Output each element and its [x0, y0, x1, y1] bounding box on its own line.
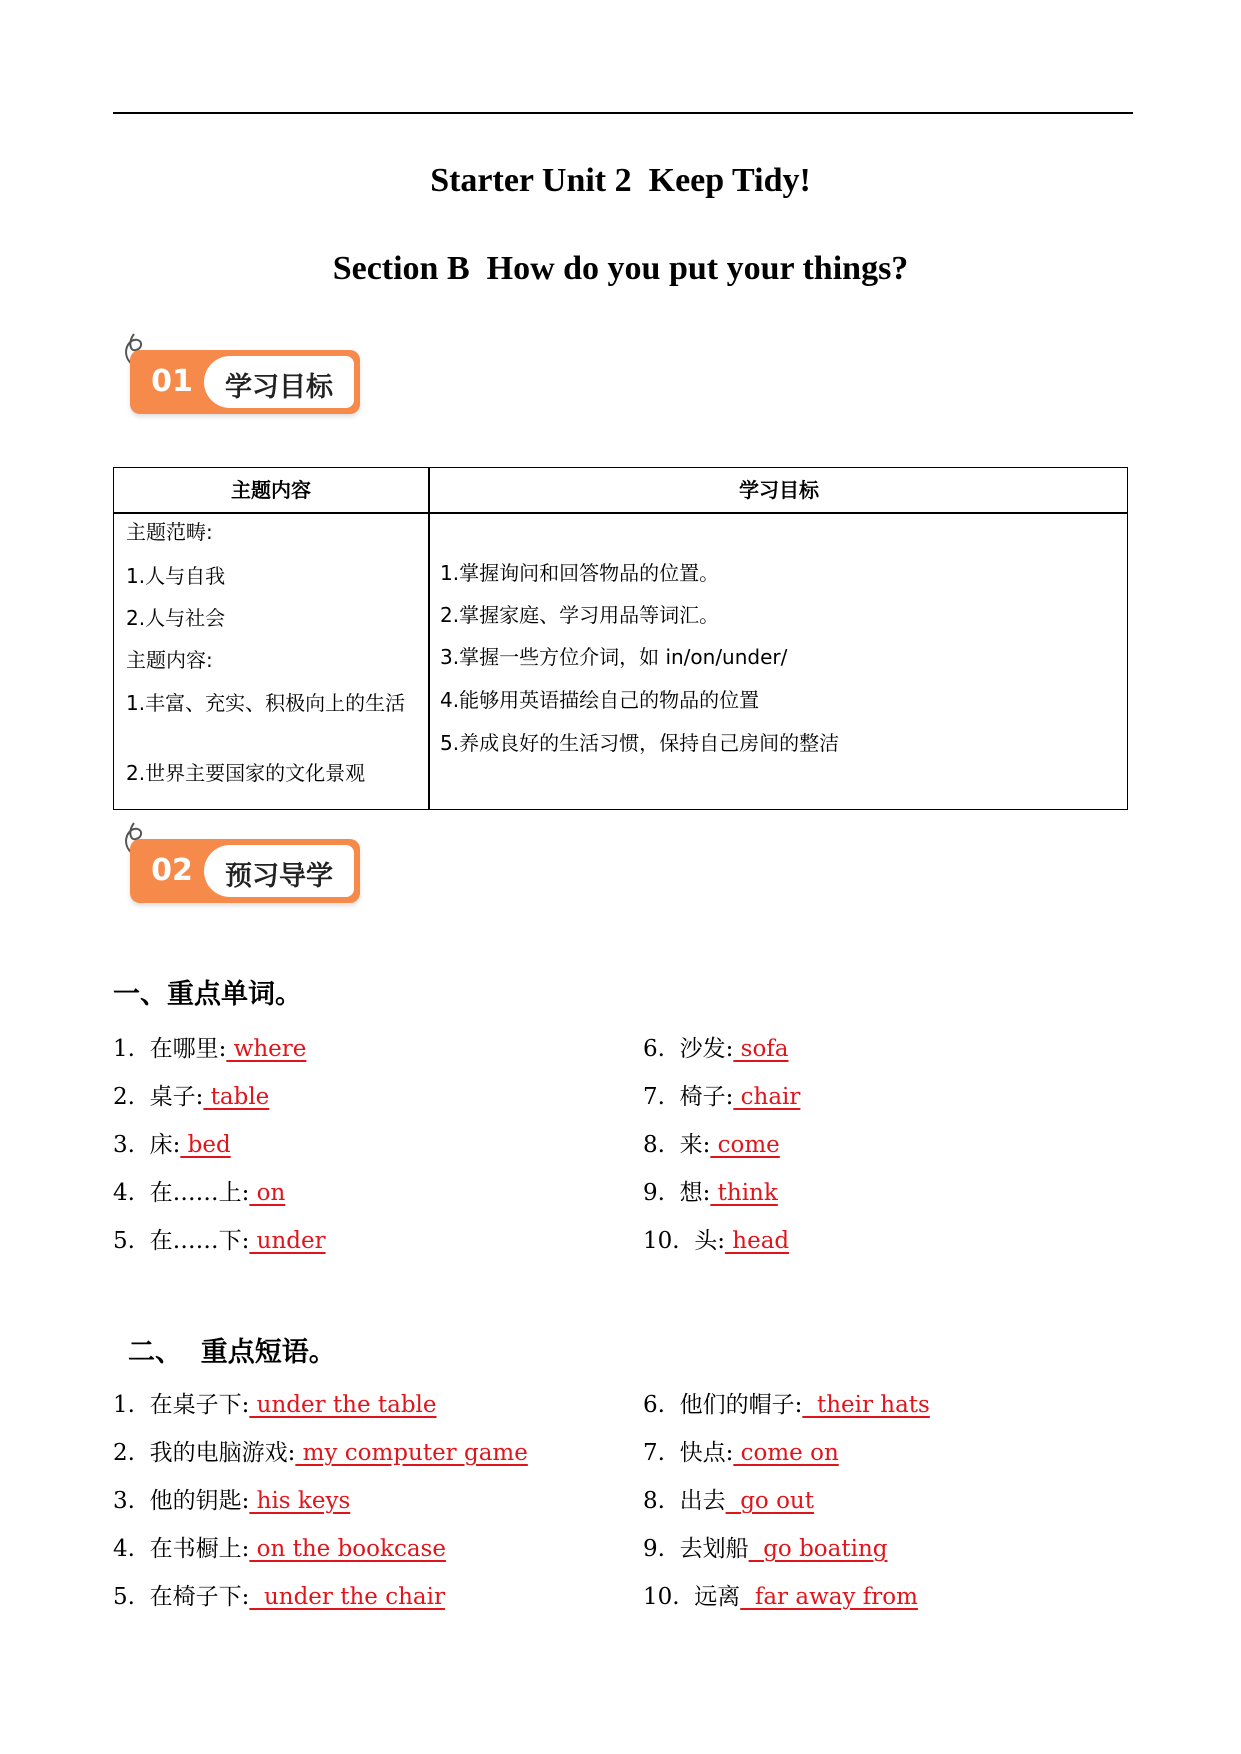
- item-prompt: 远离: [694, 1584, 741, 1610]
- item-answer: far away from: [740, 1584, 918, 1610]
- badge-label-box: [204, 845, 354, 897]
- topic-line: 1.人与自我: [126, 564, 226, 588]
- phrase-item: [643, 1434, 839, 1467]
- item-answer: where: [226, 1036, 307, 1062]
- badge-number: 02: [151, 853, 193, 888]
- item-answer: think: [710, 1180, 778, 1206]
- item-number: 9.: [643, 1536, 665, 1562]
- phrase-item: [113, 1482, 350, 1515]
- word-item: [643, 1126, 780, 1159]
- item-number: 4.: [113, 1180, 135, 1206]
- phrase-item: [643, 1578, 918, 1611]
- item-number: 10.: [643, 1228, 680, 1254]
- table-header-rule: [114, 512, 1127, 514]
- word-item: [643, 1222, 789, 1255]
- topic-line: 2.世界主要国家的文化景观: [126, 761, 366, 785]
- item-number: 7.: [643, 1440, 665, 1466]
- word-item: [113, 1222, 326, 1255]
- item-answer: on: [249, 1180, 286, 1206]
- phrase-item: [113, 1530, 446, 1563]
- badge-pill: [130, 839, 360, 903]
- table-header-topic: 主题内容: [231, 478, 311, 502]
- item-answer: head: [724, 1228, 790, 1254]
- phrases-heading: 二、 重点短语。: [128, 1337, 336, 1368]
- item-answer: table: [203, 1084, 270, 1110]
- word-item: [643, 1030, 789, 1063]
- item-prompt: 桌子:: [149, 1084, 204, 1110]
- phrase-item: [643, 1386, 930, 1419]
- item-prompt: 在桌子下:: [149, 1392, 250, 1418]
- badge-label: 预习导学: [225, 861, 333, 892]
- item-prompt: 想:: [679, 1180, 711, 1206]
- phrase-item: [643, 1530, 888, 1563]
- badge-pill: [130, 350, 360, 414]
- item-number: 5.: [113, 1228, 135, 1254]
- item-answer: on the bookcase: [249, 1536, 446, 1562]
- item-number: 9.: [643, 1180, 665, 1206]
- goal-line: 5.养成良好的生活习惯，保持自己房间的整洁: [440, 731, 840, 755]
- header-rule: [113, 112, 1133, 114]
- item-number: 2.: [113, 1084, 135, 1110]
- item-prompt: 他的钥匙:: [149, 1488, 250, 1514]
- item-prompt: 去划船: [679, 1536, 749, 1562]
- word-item: [113, 1174, 285, 1207]
- item-prompt: 出去: [679, 1488, 726, 1514]
- item-answer: chair: [733, 1084, 801, 1110]
- topic-line: 2.人与社会: [126, 606, 226, 630]
- item-prompt: 沙发:: [679, 1036, 734, 1062]
- item-answer: their hats: [802, 1392, 930, 1418]
- word-item: [643, 1174, 778, 1207]
- phrase-item: [113, 1386, 437, 1419]
- item-number: 6.: [643, 1392, 665, 1418]
- item-number: 10.: [643, 1584, 680, 1610]
- item-number: 3.: [113, 1488, 135, 1514]
- item-prompt: 床:: [149, 1132, 181, 1158]
- item-number: 8.: [643, 1132, 665, 1158]
- badge-number: 01: [151, 364, 193, 399]
- word-item: [113, 1126, 231, 1159]
- topic-line: 1.丰富、充实、积极向上的生活: [126, 691, 406, 715]
- item-answer: under the chair: [249, 1584, 445, 1610]
- item-prompt: 来:: [679, 1132, 711, 1158]
- badge-label-box: [204, 356, 354, 408]
- item-prompt: 他们的帽子:: [679, 1392, 803, 1418]
- item-prompt: 快点:: [679, 1440, 734, 1466]
- word-item: [643, 1078, 800, 1111]
- item-answer: come: [710, 1132, 780, 1158]
- page-subtitle: Section B How do you put your things?: [332, 250, 909, 287]
- item-number: 2.: [113, 1440, 135, 1466]
- item-number: 6.: [643, 1036, 665, 1062]
- item-answer: go boating: [748, 1536, 888, 1562]
- item-answer: my computer game: [295, 1440, 528, 1466]
- section-badge-preview: [118, 817, 368, 907]
- item-prompt: 椅子:: [679, 1084, 734, 1110]
- item-answer: under the table: [249, 1392, 437, 1418]
- goal-line: 3.掌握一些方位介词，如 in/on/under/: [440, 645, 788, 669]
- item-answer: sofa: [733, 1036, 789, 1062]
- phrase-item: [113, 1578, 445, 1611]
- item-number: 8.: [643, 1488, 665, 1514]
- phrase-item: [643, 1482, 814, 1515]
- item-number: 5.: [113, 1584, 135, 1610]
- item-prompt: 在哪里:: [149, 1036, 227, 1062]
- item-answer: come on: [733, 1440, 839, 1466]
- badge-label: 学习目标: [225, 372, 333, 403]
- item-number: 4.: [113, 1536, 135, 1562]
- item-answer: under: [249, 1228, 326, 1254]
- item-prompt: 我的电脑游戏:: [149, 1440, 296, 1466]
- page-title: Starter Unit 2 Keep Tidy!: [430, 162, 811, 199]
- word-item: [113, 1078, 269, 1111]
- item-answer: his keys: [249, 1488, 351, 1514]
- table-divider: [428, 468, 430, 809]
- goal-line: 1.掌握询问和回答物品的位置。: [440, 561, 720, 585]
- item-number: 3.: [113, 1132, 135, 1158]
- item-prompt: 头:: [694, 1228, 725, 1254]
- word-item: [113, 1030, 306, 1063]
- item-prompt: 在书橱上:: [149, 1536, 250, 1562]
- item-number: 7.: [643, 1084, 665, 1110]
- goal-line: 2.掌握家庭、学习用品等词汇。: [440, 603, 720, 627]
- objectives-table: [113, 467, 1128, 810]
- goal-line: 4.能够用英语描绘自己的物品的位置: [440, 688, 760, 712]
- item-answer: go out: [725, 1488, 814, 1514]
- item-number: 1.: [113, 1036, 135, 1062]
- topic-line: 主题内容:: [126, 648, 213, 672]
- table-header-goals: 学习目标: [739, 478, 819, 502]
- item-answer: bed: [180, 1132, 231, 1158]
- item-prompt: 在……上:: [149, 1180, 250, 1206]
- item-prompt: 在……下:: [149, 1228, 250, 1254]
- item-number: 1.: [113, 1392, 135, 1418]
- phrase-item: [113, 1434, 528, 1467]
- words-heading: 一、重点单词。: [113, 979, 302, 1010]
- topic-line: 主题范畴:: [126, 520, 213, 544]
- section-badge-objectives: [118, 328, 368, 418]
- item-prompt: 在椅子下:: [149, 1584, 250, 1610]
